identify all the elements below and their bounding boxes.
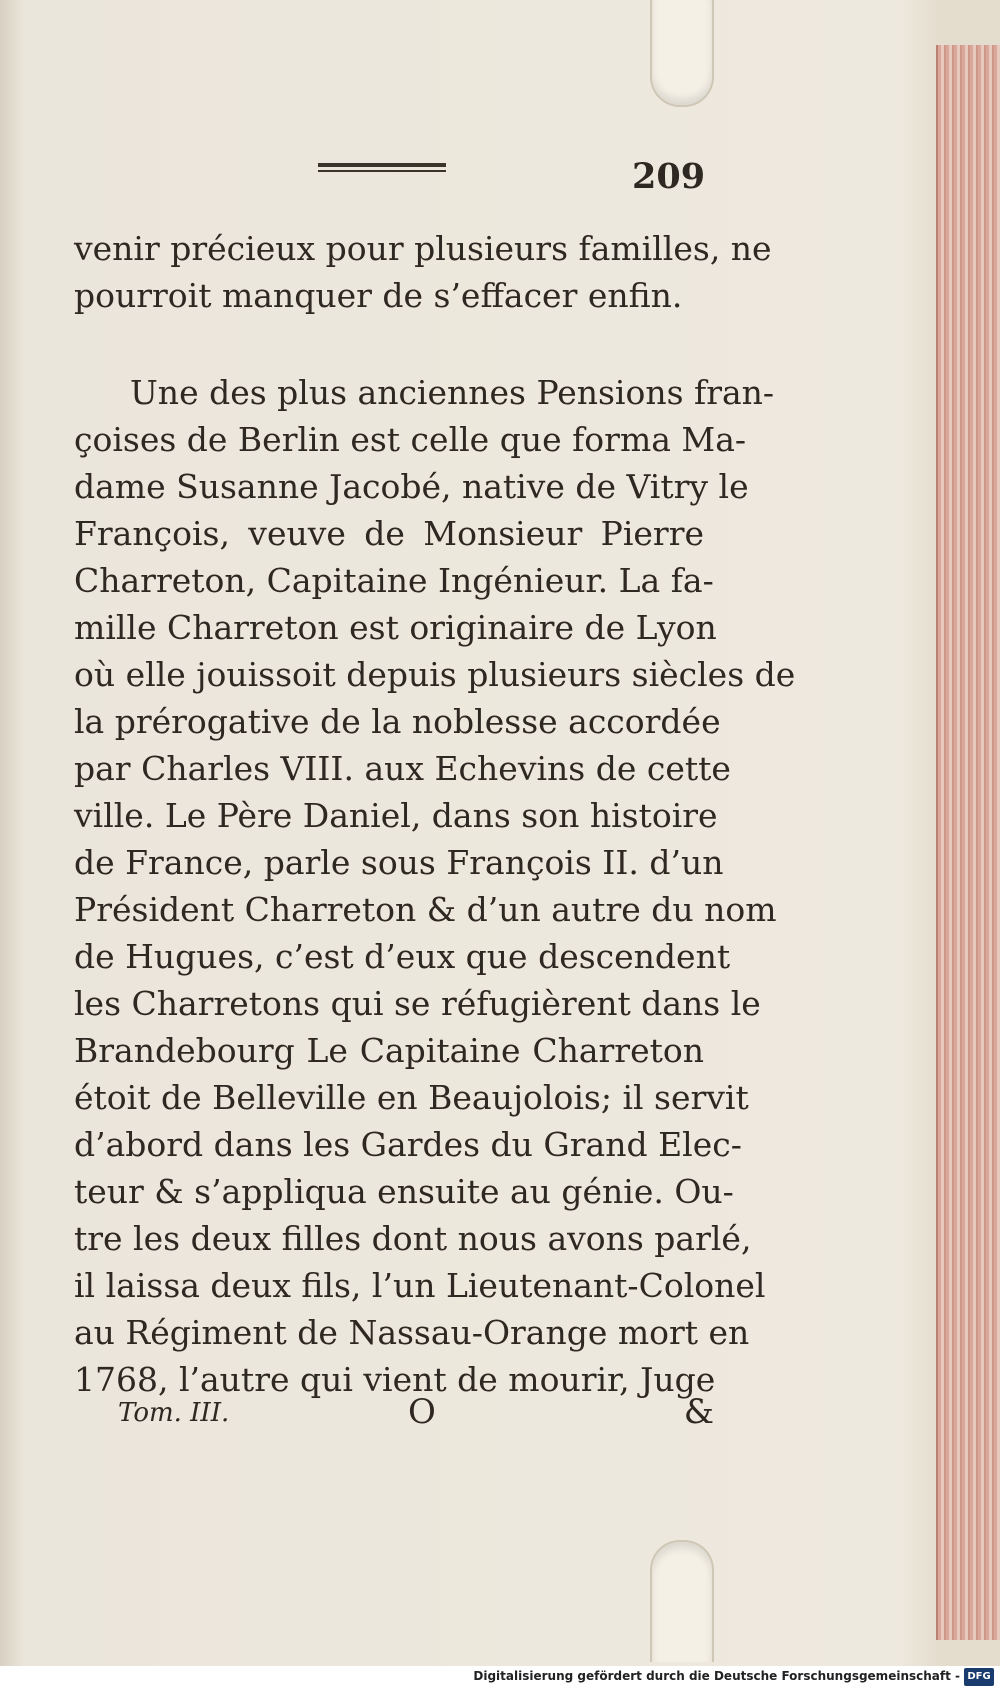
text-line: de Hugues, c’est d’eux que descendent [74,937,731,976]
volume-label: Tom. III. [118,1398,230,1428]
text-line: la prérogative de la noblesse accordée [74,702,721,741]
text-line: tre les deux filles dont nous avons parlé, [74,1219,752,1258]
page-clip-top [650,0,714,107]
text-line: Brandebourg Le Capitaine Charreton [74,1031,704,1070]
text-line: çoises de Berlin est celle que forma Ma- [74,420,747,459]
text-line: de France, parle sous François II. d’un [74,843,724,882]
text-line: les Charretons qui se réfugièrent dans le [74,984,761,1023]
text-line: François, veuve de Monsieur Pierre [74,514,704,553]
text-line: étoit de Belleville en Beaujolois; il servit [74,1078,749,1117]
text-line: au Régiment de Nassau-Orange mort en [74,1313,750,1352]
text-line: d’abord dans les Gardes du Grand Elec- [74,1125,742,1164]
page-footer [118,1392,714,1436]
dfg-logo-icon: DFG [964,1668,994,1686]
credit-text: Digitalisierung gefördert durch die Deutsche Forschungsgemeinschaft - [473,1669,960,1683]
text-line: mille Charreton est originaire de Lyon [74,608,717,647]
page-clip-bottom [650,1540,714,1662]
text-line: Président Charreton & d’un autre du nom [74,890,777,929]
text-line: où elle jouissoit depuis plusieurs siècles de [74,655,796,694]
body-text [74,225,796,1403]
page-edge [936,45,1000,1640]
text-line: pourroit manquer de s’effacer enfin. [74,276,683,315]
credit-bar [0,1666,1000,1689]
header-rule [318,163,446,173]
text-line: ville. Le Père Daniel, dans son histoire [74,796,718,835]
catchword: & [683,1392,714,1432]
text-line: il laissa deux fils, l’un Lieutenant-Colonel [74,1266,766,1305]
signature-mark: O [408,1392,436,1432]
text-line: par Charles VIII. aux Echevins de cette [74,749,731,788]
text-line: 1768, l’autre qui vient de mourir, Juge [74,1360,716,1399]
text-line: venir précieux pour plusieurs familles, ne [74,229,772,268]
page-number: 209 [632,156,706,197]
text-line: Charreton, Capitaine Ingénieur. La fa- [74,561,714,600]
text-line: teur & s’appliqua ensuite au génie. Ou- [74,1172,734,1211]
text-line: Une des plus anciennes Pensions fran- [130,373,775,412]
text-line: dame Susanne Jacobé, native de Vitry le [74,467,749,506]
